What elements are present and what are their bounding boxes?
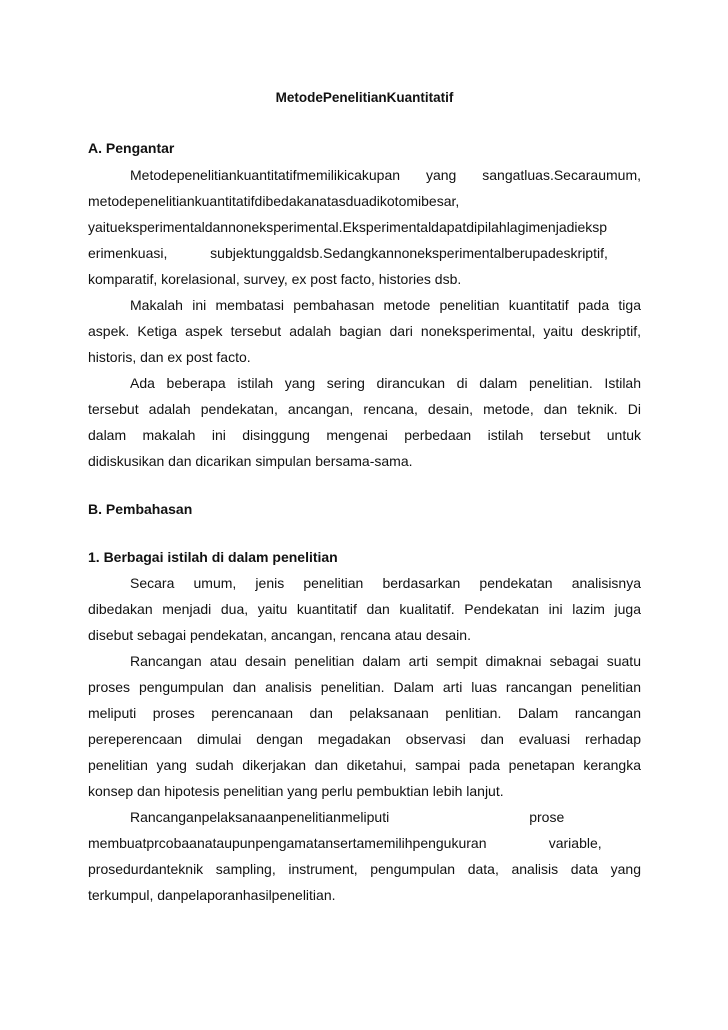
section-b-heading: B. Pembahasan [88,501,193,517]
section-a-heading: A. Pengantar [88,140,175,156]
subsection-1-line-1: Secara umum, jenis penelitian berdasarkan pendekatan analisisnya [130,575,641,591]
subsection-1-line-10: Rancanganpelaksanaanpenelitianmeliputi prose [130,809,565,825]
section-a-line-10: tersebut adalah pendekatan, ancangan, rencana, desain, metode, dan teknik. Di [88,401,641,417]
section-a-line-6: Makalah ini membatasi pembahasan metode penelitian kuantitatif pada tiga [130,297,641,313]
section-a-line-9: Ada beberapa istilah yang sering dirancukan di dalam penelitian. Istilah [130,375,641,391]
section-a-line-4: erimenkuasi, subjektunggaldsb.Sedangkannoneksperimentalberupadeskriptif, [88,245,608,261]
subsection-1-line-5: proses pengumpulan dan analisis penelitian. Dalam arti luas rancangan penelitian [88,679,641,695]
section-a-line-2: metodepenelitiankuantitatifdibedakanatasduadikotomibesar, [88,193,460,209]
section-a-line-11: dalam makalah ini disinggung mengenai perbedaan istilah tersebut untuk [88,427,641,443]
section-a-line-8: historis, dan ex post facto. [88,349,251,365]
subsection-1-line-11: membuatprcobaanataupunpengamatansertamemilihpengukuran variable, [88,835,602,851]
subsection-1-line-6: meliputi proses perencanaan dan pelaksanaan penlitian. Dalam rancangan [88,705,641,721]
subsection-1-line-9: konsep dan hipotesis penelitian yang perlu pembuktian lebih lanjut. [88,783,504,799]
subsection-1-line-3: disebut sebagai pendekatan, ancangan, rencana atau desain. [88,627,471,643]
subsection-1-line-7: pereperencaan dimulai dengan megadakan observasi dan evaluasi rerhadap [88,731,641,747]
subsection-1-line-12: prosedurdanteknik sampling, instrument, pengumpulan data, analisis data yang [88,861,641,877]
section-a-line-1: Metodepenelitiankuantitatifmemilikicakupan yang sangatluas.Secaraumum, [130,167,641,183]
section-a-line-7: aspek. Ketiga aspek tersebut adalah bagian dari noneksperimental, yaitu deskriptif, [88,323,641,339]
section-a-line-3: yaitueksperimentaldannoneksperimental.Eksperimentaldapatdipilahlagimenjadieksp [88,219,608,235]
subsection-1-line-8: penelitian yang sudah dikerjakan dan diketahui, sampai pada penetapan kerangka [88,757,641,773]
section-a-line-12: didiskusikan dan dicarikan simpulan bersama-sama. [88,453,413,469]
subsection-1-line-4: Rancangan atau desain penelitian dalam arti sempit dimaknai sebagai suatu [130,653,641,669]
document-title: MetodePenelitianKuantitatif [275,90,454,105]
section-a-line-5: komparatif, korelasional, survey, ex post facto, histories dsb. [88,271,462,287]
subsection-1-heading: 1. Berbagai istilah di dalam penelitian [88,549,338,565]
subsection-1-line-2: dibedakan menjadi dua, yaitu kuantitatif dan kualitatif. Pendekatan ini lazim juga [88,601,641,617]
subsection-1-line-13: terkumpul, danpelaporanhasilpenelitian. [88,887,336,903]
